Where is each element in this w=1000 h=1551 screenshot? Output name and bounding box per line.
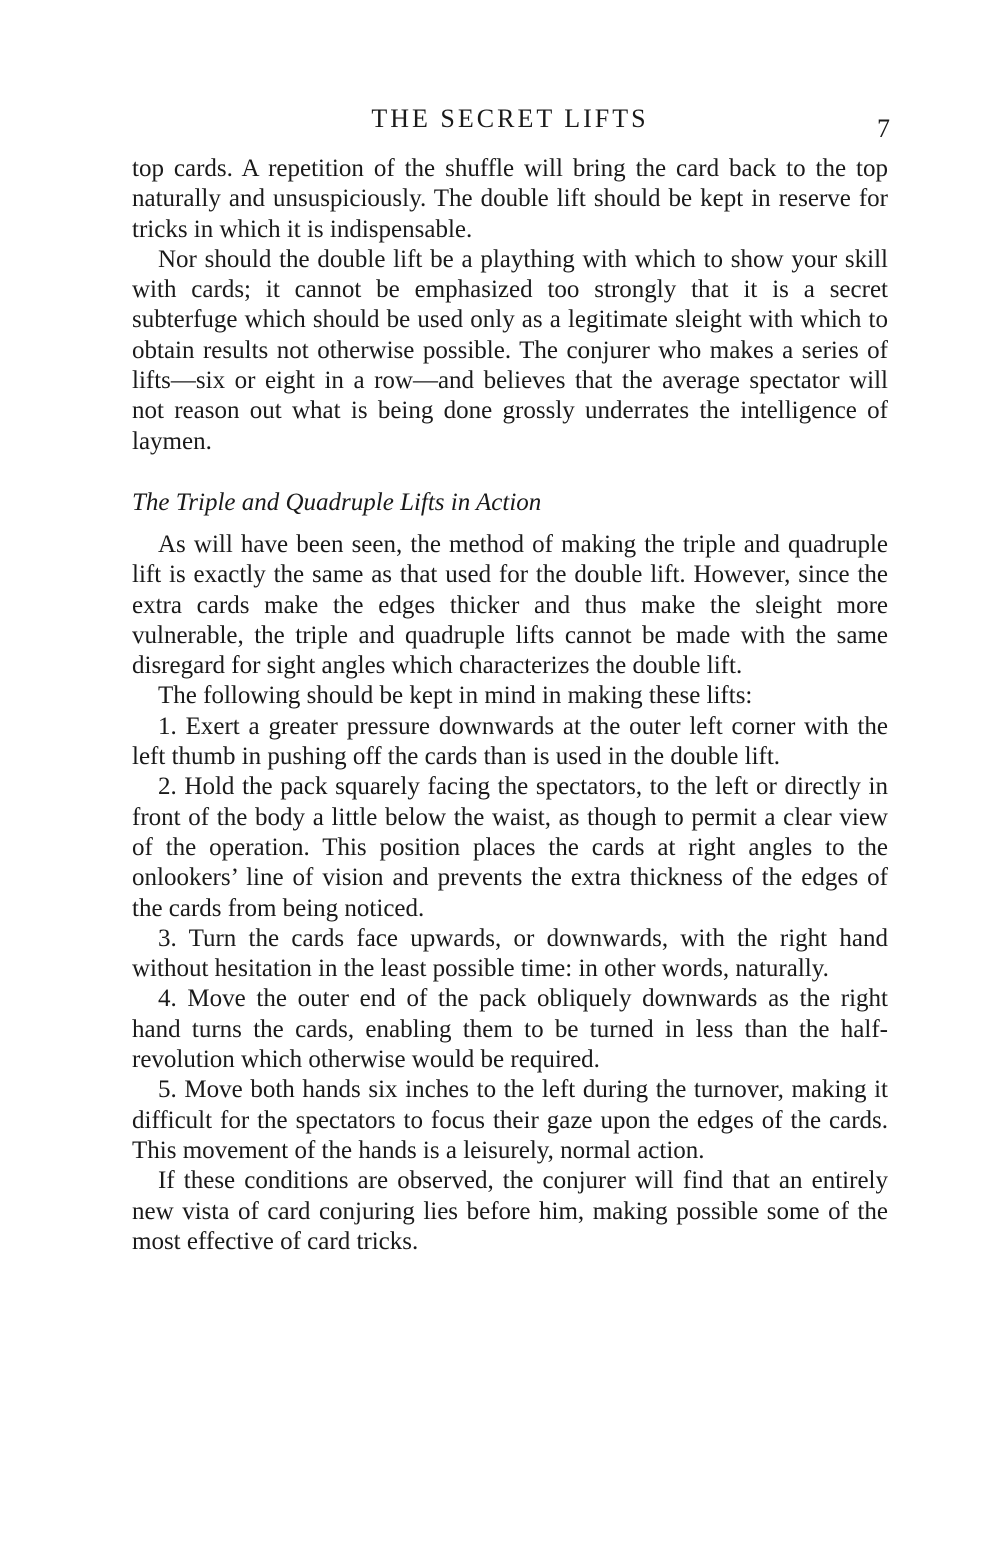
page-number: 7 [877,114,890,143]
list-item-5: 5. Move both hands six inches to the left during the turnover, making it difficult for the spectators to focus their gaze upon the edges of the cards. This movement of the hands is a leisurely, normal action. [132,1076,888,1164]
paragraph-list-intro: The following should be kept in mind in making these lifts: [158,682,753,710]
running-title: THE SECRET LIFTS [371,104,649,133]
list-item-2: 2. Hold the pack squarely facing the spectators, to the left or directly in front of the body a little below the waist, as though to permit a clear view of the operation. This position places the cards at right angles to the onlookers’ line of vision and prevents the extra thickness of the edges of the cards from being noticed. [132,773,888,922]
body-text [132,154,888,1257]
running-header [132,100,890,143]
section-heading: The Triple and Quadruple Lifts in Action [132,488,542,516]
list-item-3: 3. Turn the cards face upwards, or downwards, with the right hand without hesitation in the least possible time: in other words, naturally. [132,924,888,983]
paragraph-double-lift-warning: Nor should the double lift be a plaything with which to show your skill with cards; it cannot be emphasized too strongly that it is a secret subterfuge which should be used only as a legitimate sleight with which to obtain results not otherwise possible. The conjurer who makes a series of lifts—six or eight in a row—and believes that the average spectator will not reason out what is being done grossly underrates the intelligence of laymen. [132,245,888,455]
paragraph-conclusion: If these conditions are observed, the conjurer will find that an entirely new vista of card conjuring lies before him, making possible some of the most effective of card tricks. [132,1167,888,1255]
list-item-4: 4. Move the outer end of the pack obliquely downwards as the right hand turns the cards, enabling them to be turned in less than the half-revolution which otherwise would be required. [132,985,888,1074]
paragraph-continued: top cards. A repetition of the shuffle will bring the card back to the top naturally and unsuspiciously. The double lift should be kept in reserve for tricks in which it is indispensable. [132,155,888,243]
paragraph-method: As will have been seen, the method of making the triple and quadruple lift is exactly the same as that used for the double lift. However, since the extra cards make the edges thicker and thus make the sleight more vulnerable, the triple and quadruple lifts cannot be made with the same disregard for sight angles which characterizes the double lift. [132,530,888,680]
list-item-1: 1. Exert a greater pressure downwards at the outer left corner with the left thumb in pushing off the cards than is used in the double lift. [132,712,888,771]
